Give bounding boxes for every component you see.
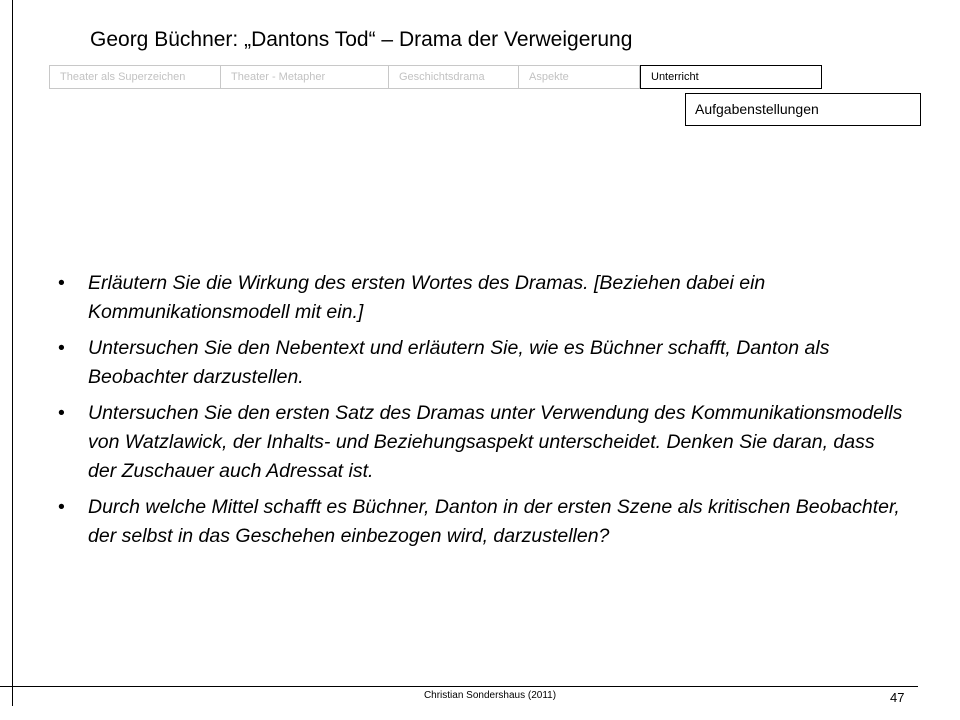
list-item [58, 334, 908, 392]
page-title: Georg Büchner: „Dantons Tod“ – Drama der Verweigerung [90, 28, 633, 51]
list-item [58, 399, 908, 486]
footer-rule [0, 686, 918, 687]
bullet-icon: • [58, 337, 65, 359]
task-text: Untersuchen Sie den ersten Satz des Dramas unter Verwendung des Kommunikationsmodells von Watzlawick, der Inhalts- und Beziehungsaspekt unterscheidet. Denken Sie daran, dass der Zuschauer auch Adressat ist. [88, 402, 903, 482]
footer-credit: Christian Sondershaus (2011) [423, 690, 557, 701]
task-text: Erläutern Sie die Wirkung des ersten Wortes des Dramas. [Beziehen dabei ein Kommunikationsmodell mit ein.] [88, 272, 766, 323]
bullet-icon: • [58, 402, 65, 424]
tab-theater-metapher[interactable]: Theater - Metapher [221, 65, 389, 89]
tab-theater-als-superzeichen[interactable]: Theater als Superzeichen [49, 65, 221, 89]
tab-unterricht[interactable]: Unterricht [640, 65, 822, 89]
tab-aspekte[interactable]: Aspekte [519, 65, 640, 89]
bullet-icon: • [58, 272, 65, 294]
task-text: Durch welche Mittel schafft es Büchner, Danton in der ersten Szene als kritischen Beobachter, der selbst in das Geschehen einbezogen wird, darzustellen? [88, 496, 900, 547]
task-list [58, 269, 908, 558]
subtab-aufgabenstellungen[interactable]: Aufgabenstellungen [685, 93, 921, 126]
list-item [58, 493, 908, 551]
section-nav [49, 65, 822, 89]
task-text: Untersuchen Sie den Nebentext und erläutern Sie, wie es Büchner schafft, Danton als Beobachter darzustellen. [88, 337, 830, 388]
bullet-icon: • [58, 496, 65, 518]
tab-geschichtsdrama[interactable]: Geschichtsdrama [389, 65, 519, 89]
left-rule [12, 0, 13, 706]
list-item [58, 269, 908, 327]
page-number: 47 [890, 690, 905, 705]
